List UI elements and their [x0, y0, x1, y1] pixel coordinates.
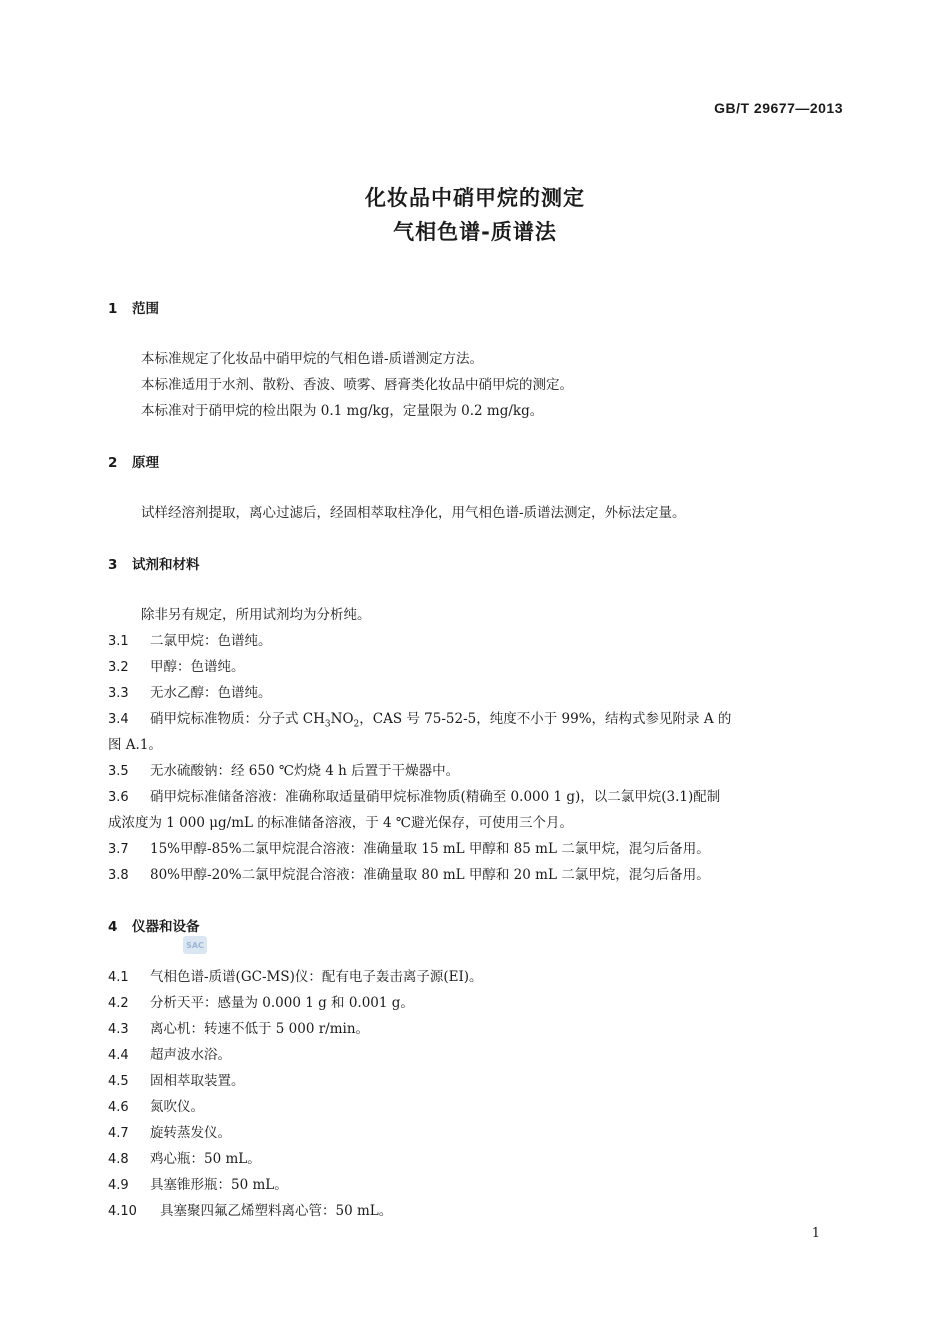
section-3-heading	[108, 553, 200, 573]
section-number: 4	[108, 919, 118, 935]
list-item	[108, 759, 459, 779]
item-number: 4.8	[108, 1152, 129, 1167]
document-title: 化妆品中硝甲烷的测定	[365, 186, 585, 210]
item-number: 3.2	[108, 660, 129, 675]
item-number: 3.8	[108, 868, 129, 883]
item-text: 分析天平：感量为 0.000 1 g 和 0.001 g。	[150, 995, 414, 1011]
list-item	[108, 629, 272, 649]
list-item	[108, 1069, 245, 1089]
standard-code: GB/T 29677—2013	[714, 100, 843, 116]
list-item	[108, 1095, 204, 1115]
watermark-text: SAC	[186, 940, 204, 950]
item-text: 甲醇：色谱纯。	[150, 659, 245, 675]
paragraph: 试样经溶剂提取，离心过滤后，经固相萃取柱净化，用气相色谱-质谱法测定，外标法定量。	[141, 505, 686, 521]
item-continuation: 图 A.1。	[108, 737, 162, 753]
section-title: 试剂和材料	[132, 557, 200, 573]
item-text: 气相色谱-质谱(GC-MS)仪：配有电子轰击离子源(EI)。	[150, 969, 483, 985]
paragraph: 本标准规定了化妆品中硝甲烷的气相色谱-质谱测定方法。	[141, 351, 484, 367]
list-item	[108, 655, 245, 675]
section-4-heading	[108, 915, 200, 935]
paragraph: 本标准对于硝甲烷的检出限为 0.1 mg/kg，定量限为 0.2 mg/kg。	[141, 403, 544, 419]
item-number: 4.6	[108, 1100, 129, 1115]
list-item	[108, 681, 272, 701]
item-text: 鸡心瓶：50 mL。	[150, 1151, 261, 1167]
item-number: 3.7	[108, 842, 129, 857]
item-number: 3.6	[108, 790, 129, 805]
item-number: 4.10	[108, 1204, 137, 1219]
item-text: 15%甲醇-85%二氯甲烷混合溶液：准确量取 15 mL 甲醇和 85 mL 二氯甲烷，混匀后备用。	[150, 841, 710, 857]
item-text: 超声波水浴。	[150, 1047, 231, 1063]
item-number: 4.5	[108, 1074, 129, 1089]
paragraph: 本标准适用于水剂、散粉、香波、喷雾、唇膏类化妆品中硝甲烷的测定。	[141, 377, 573, 393]
list-item	[108, 1199, 392, 1219]
formula-text: 硝甲烷标准物质：分子式 CH	[150, 711, 325, 727]
item-text: 氮吹仪。	[150, 1099, 204, 1115]
subscript: 2	[353, 719, 360, 730]
item-number: 4.3	[108, 1022, 129, 1037]
section-title: 原理	[132, 455, 159, 471]
paragraph: 除非另有规定，所用试剂均为分析纯。	[141, 607, 371, 623]
list-item	[108, 707, 731, 730]
list-item	[108, 863, 710, 883]
list-item	[108, 837, 710, 857]
subscript: 3	[324, 719, 331, 730]
formula-text: NO	[330, 711, 354, 727]
item-number: 3.3	[108, 686, 129, 701]
page-number: 1	[811, 1226, 820, 1241]
item-text: 具塞锥形瓶：50 mL。	[150, 1177, 288, 1193]
list-item	[108, 1043, 231, 1063]
item-number: 3.5	[108, 764, 129, 779]
section-number: 1	[108, 301, 118, 317]
item-text: 具塞聚四氟乙烯塑料离心管：50 mL。	[160, 1203, 393, 1219]
item-number: 4.1	[108, 970, 129, 985]
section-number: 2	[108, 455, 118, 471]
document-subtitle: 气相色谱-质谱法	[393, 220, 557, 244]
section-title: 仪器和设备	[132, 919, 200, 935]
item-number: 4.9	[108, 1178, 129, 1193]
list-item	[108, 1173, 288, 1193]
item-number: 4.2	[108, 996, 129, 1011]
section-number: 3	[108, 557, 118, 573]
sac-watermark-logo	[183, 936, 207, 954]
item-text: 固相萃取装置。	[150, 1073, 245, 1089]
item-number: 3.1	[108, 634, 129, 649]
list-item	[108, 1121, 231, 1141]
item-text: 无水硫酸钠：经 650 ℃灼烧 4 h 后置于干燥器中。	[150, 763, 460, 779]
item-continuation: 成浓度为 1 000 μg/mL 的标准储备溶液，于 4 ℃避光保存，可使用三个月。	[108, 815, 574, 831]
item-text: 旋转蒸发仪。	[150, 1125, 231, 1141]
list-item	[108, 785, 720, 805]
section-2-heading	[108, 451, 159, 471]
list-item	[108, 965, 483, 985]
item-number: 3.4	[108, 712, 129, 727]
item-text: 80%甲醇-20%二氯甲烷混合溶液：准确量取 80 mL 甲醇和 20 mL 二氯甲烷，混匀后备用。	[150, 867, 710, 883]
item-text: 硝甲烷标准储备溶液：准确称取适量硝甲烷标准物质(精确至 0.000 1 g)，以二氯甲烷(3.1)配制	[150, 789, 721, 805]
list-item	[108, 1147, 261, 1167]
section-title: 范围	[132, 301, 159, 317]
item-text: 二氯甲烷：色谱纯。	[150, 633, 272, 649]
item-text-rest: ，CAS 号 75-52-5，纯度不小于 99%，结构式参见附录 A 的	[359, 711, 732, 727]
item-number: 4.4	[108, 1048, 129, 1063]
list-item	[108, 991, 414, 1011]
item-text: 无水乙醇：色谱纯。	[150, 685, 272, 701]
list-item	[108, 1017, 369, 1037]
section-1-heading	[108, 297, 159, 317]
item-number: 4.7	[108, 1126, 129, 1141]
item-text	[150, 711, 732, 730]
item-text: 离心机：转速不低于 5 000 r/min。	[150, 1021, 370, 1037]
